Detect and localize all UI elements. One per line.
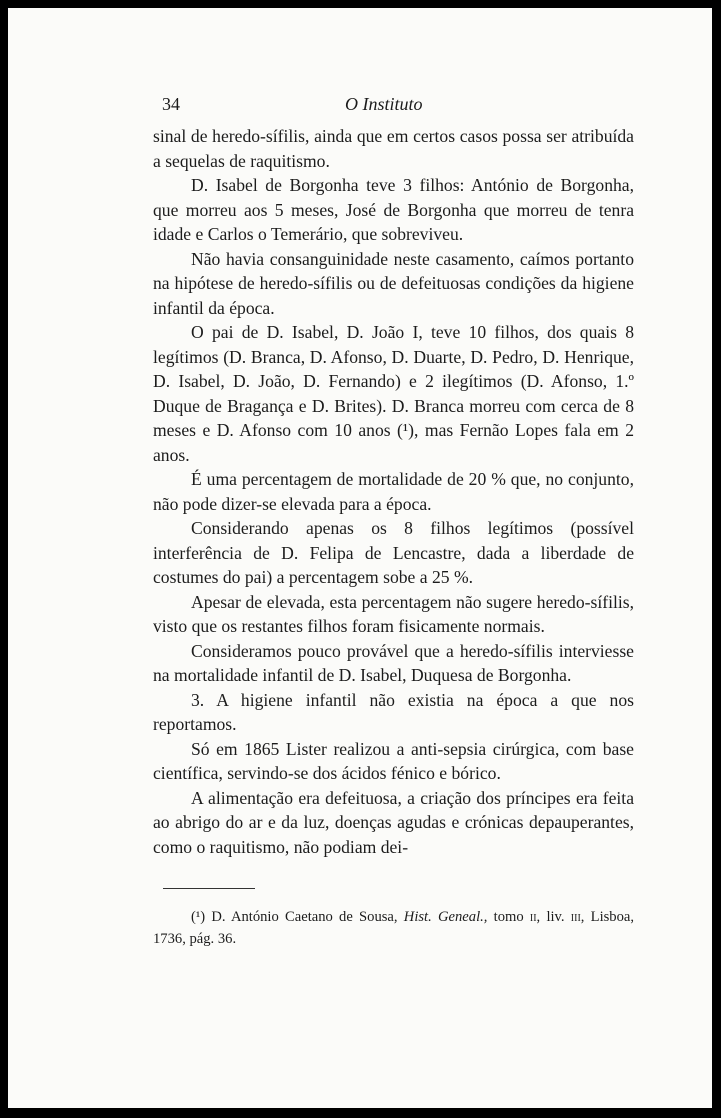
footnote-author: D. António Caetano de Sousa, [211,909,398,925]
page-number: 34 [162,94,180,114]
paragraph: 3. A higiene infantil não existia na época a que nos reportamos. [153,689,634,734]
paragraph: A alimentação era defeituosa, a criação dos príncipes era feita ao abrigo do ar e da luz, doenças agudas e crónicas depauperantes, como o raquitismo, não podiam dei- [153,787,634,857]
page-header [8,94,712,118]
paragraph: Consideramos pouco provável que a heredo-sífilis interviesse na mortalidade infantil de D. Isabel, Duquesa de Borgonha. [153,640,634,685]
paragraph: É uma percentagem de mortalidade de 20 % que, no conjunto, não pode dizer-se elevada para a época. [153,469,634,514]
running-title: O Instituto [345,94,423,114]
footnote-tomo-label: tomo [493,909,524,925]
footnote-tomo: ii, [529,909,541,925]
footnote-separator [163,888,255,889]
paragraph: Considerando apenas os 8 filhos legítimos (possível interferência de D. Felipa de Lencastre, dada a liberdade de costumes do pai) a percentagem sobe a 25 %. [153,518,634,587]
paragraph: Apesar de elevada, esta percentagem não sugere heredo-sífilis, visto que os restantes filhos foram fisicamente normais. [153,591,634,636]
footnote-liv-label: liv. [546,909,565,925]
paragraph: D. Isabel de Borgonha teve 3 filhos: António de Borgonha, que morreu aos 5 meses, José de Borgonha que morreu de tenra idade e Carlos o Temerário, que sobreviveu. [153,175,634,244]
paragraph: Não havia consanguinidade neste casamento, caímos portanto na hipótese de heredo-sífilis ou de defeituosas condições da higiene infantil da época. [153,248,634,318]
paragraph-continuation: sinal de heredo-sífilis, ainda que em certos casos possa ser atribuída a sequelas de raquitismo. [153,126,634,171]
paragraph: Só em 1865 Lister realizou a anti-sepsia cirúrgica, com base científica, servindo-se dos ácidos fénico e bórico. [153,738,634,783]
footnote-liv: iii, [570,909,585,925]
paragraph: O pai de D. Isabel, D. João I, teve 10 filhos, dos quais 8 legítimos (D. Branca, D. Afonso, D. Duarte, D. Pedro, D. Henrique, D. Isabel, D. João, D. Fernando) e 2 ilegítimos (D. Afonso, 1.º Duque de Bragança e D. Brites). D. Branca morreu com cerca de 8 meses e D. Afonso com 10 anos (¹), mas Fernão Lopes fala em 2 anos. [153,322,634,465]
footnote-rest: Lisboa, 1736, pág. 36. [153,909,635,947]
footnote-marker: (¹) [191,909,206,925]
footnote-work-title: Hist. Geneal., [403,909,488,925]
body-text [153,124,634,859]
footnote [153,906,634,950]
